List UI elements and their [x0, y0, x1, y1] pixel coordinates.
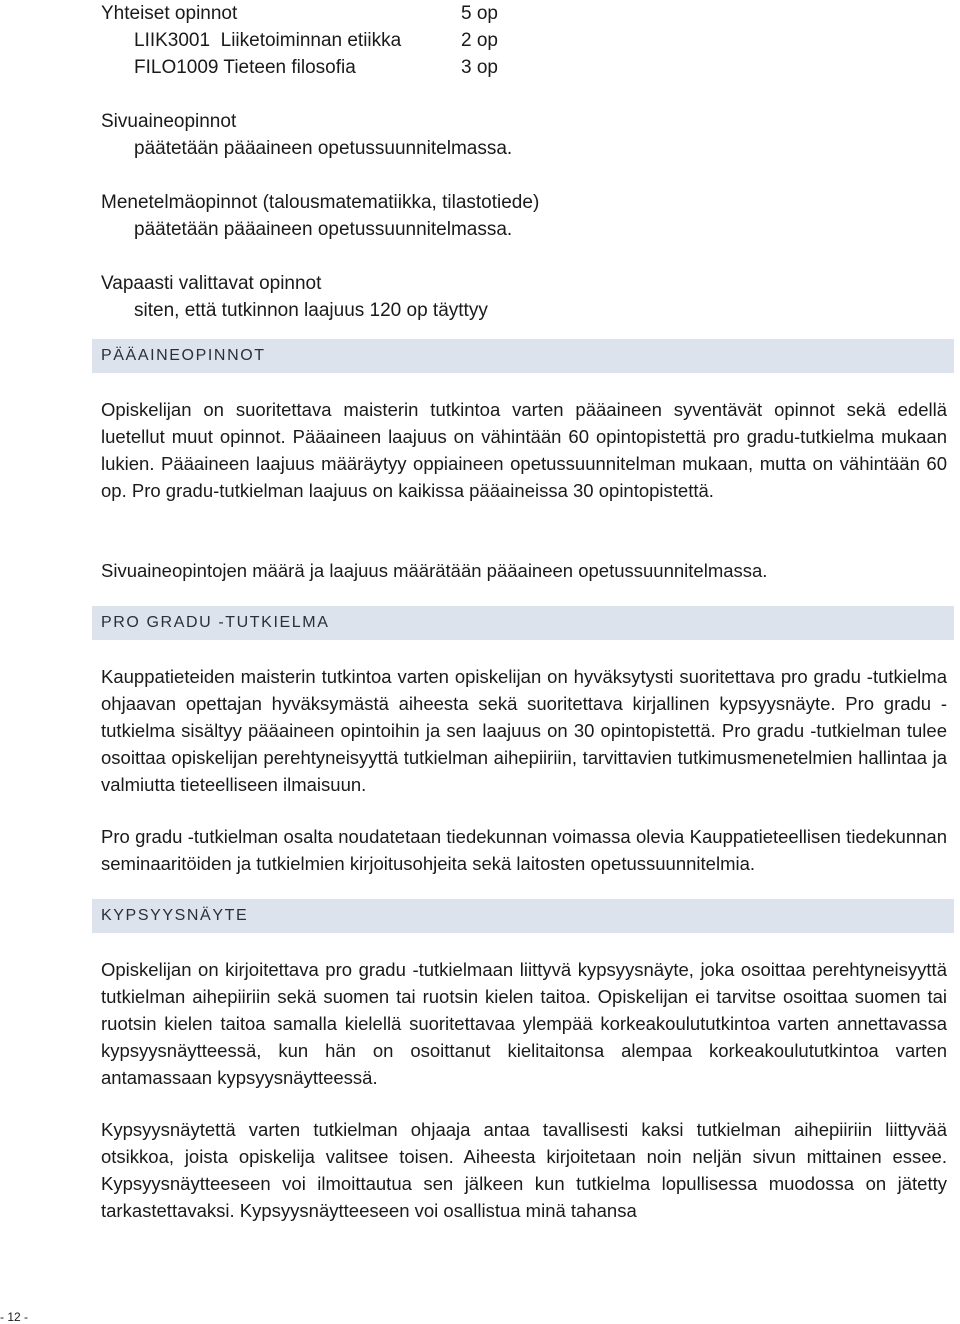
paragraph: Kauppatieteiden maisterin tutkintoa varten opiskelijan on hyväksytysti suoritettava pro gradu -tutkielma ohjaavan opettajan hyväksymästä aiheesta sekä suoritettava kirjallinen kypsyysnäyte. Pro gradu -tutkielma sisältyy pääaineen opintoihin ja sen laajuus on 30 opintopistettä. Pro gradu -tutkielman tulee osoittaa opiskelijan perehtyneisyyttä tutkielman aihepiiriin, tarvittavien tutkimusmenetelmien hallintaa ja valmiutta tieteelliseen ilmaisuun. — [101, 666, 947, 795]
thesis-section-body-2 — [101, 824, 947, 878]
study-structure-list — [101, 0, 941, 324]
course-row — [101, 27, 941, 54]
elective-studies-text: siten, että tutkinnon laajuus 120 op täyttyy — [134, 300, 488, 321]
paragraph: Opiskelijan on kirjoitettava pro gradu -tutkielmaan liittyvä kypsyysnäyte, joka osoittaa perehtyneisyyttä tutkielman aihepiiriin sekä suomen tai ruotsin kielen taitoa. Opiskelijan ei tarvitse osoittaa suomen tai ruotsin kielen taitoa samalla kielellä suoritettavaa ylempää korkeakoulututkintoa varten annettavassa kypsyysnäytteessä, kun hän on osoittanut kielitaitonsa alempaa korkeakoulututkintoa varten antamassaan kypsyysnäytteessä. — [101, 959, 947, 1088]
methods-studies-text: päätetään pääaineen opetussuunnitelmassa. — [134, 219, 513, 240]
thesis-section-body — [101, 664, 947, 799]
course-name: LIIK3001 Liiketoiminnan etiikka — [134, 30, 402, 51]
page-number: - 12 - — [0, 1310, 29, 1324]
common-studies-title: Yhteiset opinnot — [101, 3, 238, 24]
paragraph: Opiskelijan on suoritettava maisterin tutkintoa varten pääaineen syventävät opinnot sekä edellä luetellut muut opinnot. Pääaineen laajuus on vähintään 60 opintopistettä pro gradu-tutkielma mukaan lukien. Pääaineen laajuus määräytyy oppiaineen opetussuunnitelman mukaan, mutta on vähintään 60 op. Pro gradu-tutkielman laajuus on kaikissa pääaineissa 30 opintopistettä. — [101, 399, 947, 501]
maturity-section-body-2 — [101, 1117, 947, 1225]
paragraph: Sivuaineopintojen määrä ja laajuus määrätään pääaineen opetussuunnitelmassa. — [101, 560, 768, 581]
course-row — [101, 54, 941, 81]
course-credits: 3 op — [461, 57, 498, 78]
section-heading-thesis: PRO GRADU -TUTKIELMA — [92, 606, 954, 640]
course-name: FILO1009 Tieteen filosofia — [134, 57, 356, 78]
major-section-body — [101, 397, 947, 505]
major-section-body-2 — [101, 558, 947, 585]
common-studies-credits: 5 op — [461, 3, 498, 24]
common-studies-row — [101, 0, 941, 27]
section-heading-major: PÄÄAINEOPINNOT — [92, 339, 954, 373]
course-credits: 2 op — [461, 30, 498, 51]
methods-studies-title: Menetelmäopinnot (talousmatematiikka, tilastotiede) — [101, 192, 540, 213]
elective-studies-title: Vapaasti valittavat opinnot — [101, 273, 322, 294]
minor-studies-text: päätetään pääaineen opetussuunnitelmassa. — [134, 138, 513, 159]
paragraph: Pro gradu -tutkielman osalta noudatetaan tiedekunnan voimassa olevia Kauppatieteellisen tiedekunnan seminaaritöiden ja tutkielmien kirjoitusohjeita sekä laitosten opetussuunnitelmia. — [101, 826, 947, 874]
maturity-section-body — [101, 957, 947, 1092]
paragraph: Kypsyysnäytettä varten tutkielman ohjaaja antaa tavallisesti kaksi tutkielman aihepiiriin liittyvää otsikkoa, joista opiskelija valitsee toisen. Aiheesta kirjoitetaan noin neljän sivun mittainen essee. Kypsyysnäytteeseen voi ilmoittautua sen jälkeen kun tutkielma lopullisessa muodossa on jätetty tarkastettavaksi. Kypsyysnäytteeseen voi osallistua minä tahansa — [101, 1119, 947, 1221]
minor-studies-title: Sivuaineopinnot — [101, 111, 237, 132]
section-heading-maturity: KYPSYYSNÄYTE — [92, 899, 954, 933]
